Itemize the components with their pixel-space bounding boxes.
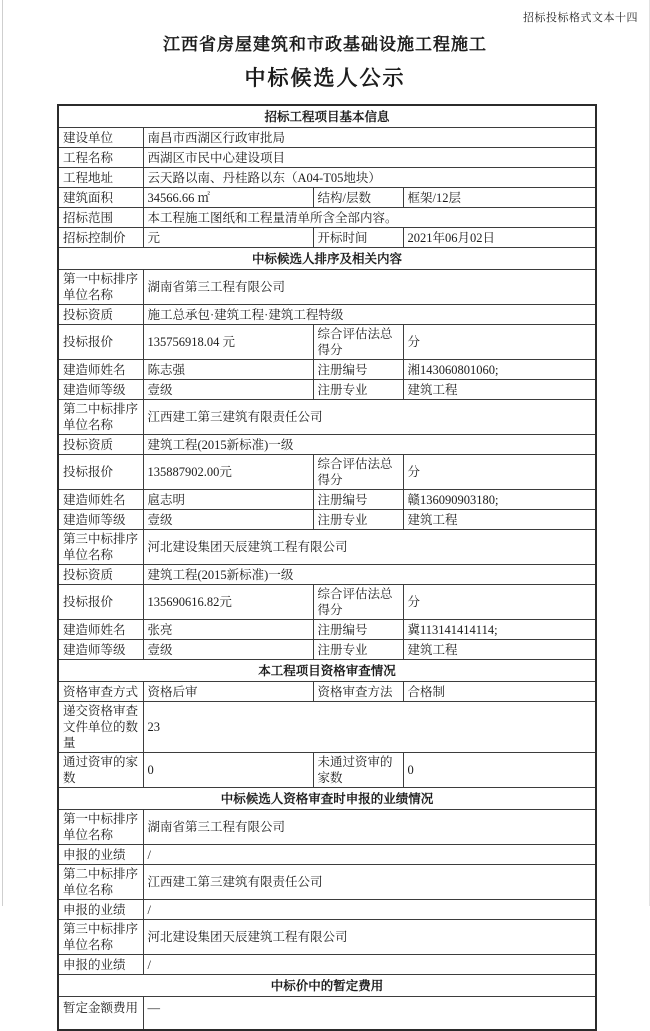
- candidate-1-qualification-label: 投标资质: [58, 305, 143, 325]
- performance-3-label: 申报的业绩: [58, 955, 143, 975]
- passed-count-value: 0: [143, 753, 313, 788]
- candidate-3-name-value: 河北建设集团天辰建筑工程有限公司: [143, 530, 596, 565]
- candidate-2-name-value: 江西建工第三建筑有限责任公司: [143, 400, 596, 435]
- performance-3-name-value: 河北建设集团天辰建筑工程有限公司: [143, 920, 596, 955]
- candidate-2-reg-no-label: 注册编号: [313, 490, 403, 510]
- performance-2-value: /: [143, 900, 596, 920]
- project-address-value: 云天路以南、丹桂路以东（A04-T05地块）: [143, 168, 596, 188]
- candidate-3-reg-no-value: 冀113141414114;: [403, 620, 596, 640]
- project-name-label: 工程名称: [58, 148, 143, 168]
- candidate-3-bid-price-label: 投标报价: [58, 585, 143, 620]
- candidate-2-score-label: 综合评估法总得分: [313, 455, 403, 490]
- failed-count-label: 未通过资审的家数: [313, 753, 403, 788]
- candidate-2-grade-label: 建造师等级: [58, 510, 143, 530]
- candidate-1-reg-no-value: 湘143060801060;: [403, 360, 596, 380]
- candidate-3-score-value: 分: [403, 585, 596, 620]
- review-approach-value: 合格制: [403, 682, 596, 702]
- candidate-3-score-label: 综合评估法总得分: [313, 585, 403, 620]
- candidate-3-builder-label: 建造师姓名: [58, 620, 143, 640]
- candidate-1-qualification-value: 施工总承包·建筑工程·建筑工程特级: [143, 305, 596, 325]
- performance-3-rank-label: 第三中标排序单位名称: [58, 920, 143, 955]
- candidate-2-builder-label: 建造师姓名: [58, 490, 143, 510]
- candidate-3-builder-value: 张亮: [143, 620, 313, 640]
- passed-count-label: 通过资审的家数: [58, 753, 143, 788]
- candidate-2-bid-price-label: 投标报价: [58, 455, 143, 490]
- structure-label: 结构/层数: [313, 188, 403, 208]
- candidate-1-name-value: 湖南省第三工程有限公司: [143, 270, 596, 305]
- candidate-1-rank-label: 第一中标排序单位名称: [58, 270, 143, 305]
- candidate-1-builder-value: 陈志强: [143, 360, 313, 380]
- performance-1-rank-label: 第一中标排序单位名称: [58, 810, 143, 845]
- candidate-2-grade-value: 壹级: [143, 510, 313, 530]
- project-name-value: 西湖区市民中心建设项目: [143, 148, 596, 168]
- candidate-1-grade-value: 壹级: [143, 380, 313, 400]
- building-area-value: 34566.66 ㎡: [143, 188, 313, 208]
- performance-2-rank-label: 第二中标排序单位名称: [58, 865, 143, 900]
- control-price-label: 招标控制价: [58, 228, 143, 248]
- bid-scope-label: 招标范围: [58, 208, 143, 228]
- candidate-3-grade-value: 壹级: [143, 640, 313, 660]
- candidate-3-grade-label: 建造师等级: [58, 640, 143, 660]
- performance-1-name-value: 湖南省第三工程有限公司: [143, 810, 596, 845]
- bid-scope-value: 本工程施工图纸和工程量清单所含全部内容。: [143, 208, 596, 228]
- candidate-1-bid-price-label: 投标报价: [58, 325, 143, 360]
- candidate-1-major-label: 注册专业: [313, 380, 403, 400]
- performance-3-value: /: [143, 955, 596, 975]
- candidate-3-rank-label: 第三中标排序单位名称: [58, 530, 143, 565]
- section-header-basic-info: 招标工程项目基本信息: [58, 105, 596, 128]
- candidate-1-score-label: 综合评估法总得分: [313, 325, 403, 360]
- candidate-2-rank-label: 第二中标排序单位名称: [58, 400, 143, 435]
- candidate-1-major-value: 建筑工程: [403, 380, 596, 400]
- section-header-provisional: 中标价中的暂定费用: [58, 975, 596, 997]
- candidate-1-bid-price-value: 135756918.04 元: [143, 325, 313, 360]
- doc-title-line1: 江西省房屋建筑和市政基础设施工程施工: [163, 35, 487, 54]
- candidate-2-reg-no-value: 赣136090903180;: [403, 490, 596, 510]
- candidate-2-qualification-value: 建筑工程(2015新标准)一级: [143, 435, 596, 455]
- open-time-label: 开标时间: [313, 228, 403, 248]
- structure-value: 框架/12层: [403, 188, 596, 208]
- submitted-count-value: 23: [143, 702, 596, 753]
- candidate-2-major-label: 注册专业: [313, 510, 403, 530]
- control-price-value: 元: [143, 228, 313, 248]
- candidate-2-bid-price-value: 135887902.00元: [143, 455, 313, 490]
- candidate-3-qualification-value: 建筑工程(2015新标准)一级: [143, 565, 596, 585]
- construction-unit-label: 建设单位: [58, 128, 143, 148]
- candidate-3-major-value: 建筑工程: [403, 640, 596, 660]
- candidate-1-reg-no-label: 注册编号: [313, 360, 403, 380]
- performance-2-label: 申报的业绩: [58, 900, 143, 920]
- candidate-1-grade-label: 建造师等级: [58, 380, 143, 400]
- candidate-2-major-value: 建筑工程: [403, 510, 596, 530]
- candidate-3-major-label: 注册专业: [313, 640, 403, 660]
- candidate-2-score-value: 分: [403, 455, 596, 490]
- provisional-amount-label: 暂定金额费用: [58, 997, 143, 1031]
- performance-1-label: 申报的业绩: [58, 845, 143, 865]
- performance-1-value: /: [143, 845, 596, 865]
- open-time-value: 2021年06月02日: [403, 228, 596, 248]
- candidate-3-reg-no-label: 注册编号: [313, 620, 403, 640]
- candidate-3-qualification-label: 投标资质: [58, 565, 143, 585]
- candidate-1-score-value: 分: [403, 325, 596, 360]
- section-header-candidates: 中标候选人排序及相关内容: [58, 248, 596, 270]
- page-edge-left: [2, 0, 3, 906]
- doc-title-line2: 中标候选人公示: [244, 66, 406, 90]
- submitted-count-label: 递交资格审查文件单位的数量: [58, 702, 143, 753]
- review-approach-label: 资格审查方法: [313, 682, 403, 702]
- candidate-1-builder-label: 建造师姓名: [58, 360, 143, 380]
- format-tag: 招标投标格式文本十四: [523, 12, 638, 24]
- project-address-label: 工程地址: [58, 168, 143, 188]
- review-method-value: 资格后审: [143, 682, 313, 702]
- candidate-2-qualification-label: 投标资质: [58, 435, 143, 455]
- provisional-amount-value: —: [143, 997, 596, 1031]
- section-header-qualification-review: 本工程项目资格审查情况: [58, 660, 596, 682]
- candidate-2-builder-value: 扈志明: [143, 490, 313, 510]
- bid-announcement-table: [57, 104, 597, 1031]
- review-method-label: 资格审查方式: [58, 682, 143, 702]
- failed-count-value: 0: [403, 753, 596, 788]
- construction-unit-value: 南昌市西湖区行政审批局: [143, 128, 596, 148]
- building-area-label: 建筑面积: [58, 188, 143, 208]
- performance-2-name-value: 江西建工第三建筑有限责任公司: [143, 865, 596, 900]
- candidate-3-bid-price-value: 135690616.82元: [143, 585, 313, 620]
- section-header-performance: 中标候选人资格审查时申报的业绩情况: [58, 788, 596, 810]
